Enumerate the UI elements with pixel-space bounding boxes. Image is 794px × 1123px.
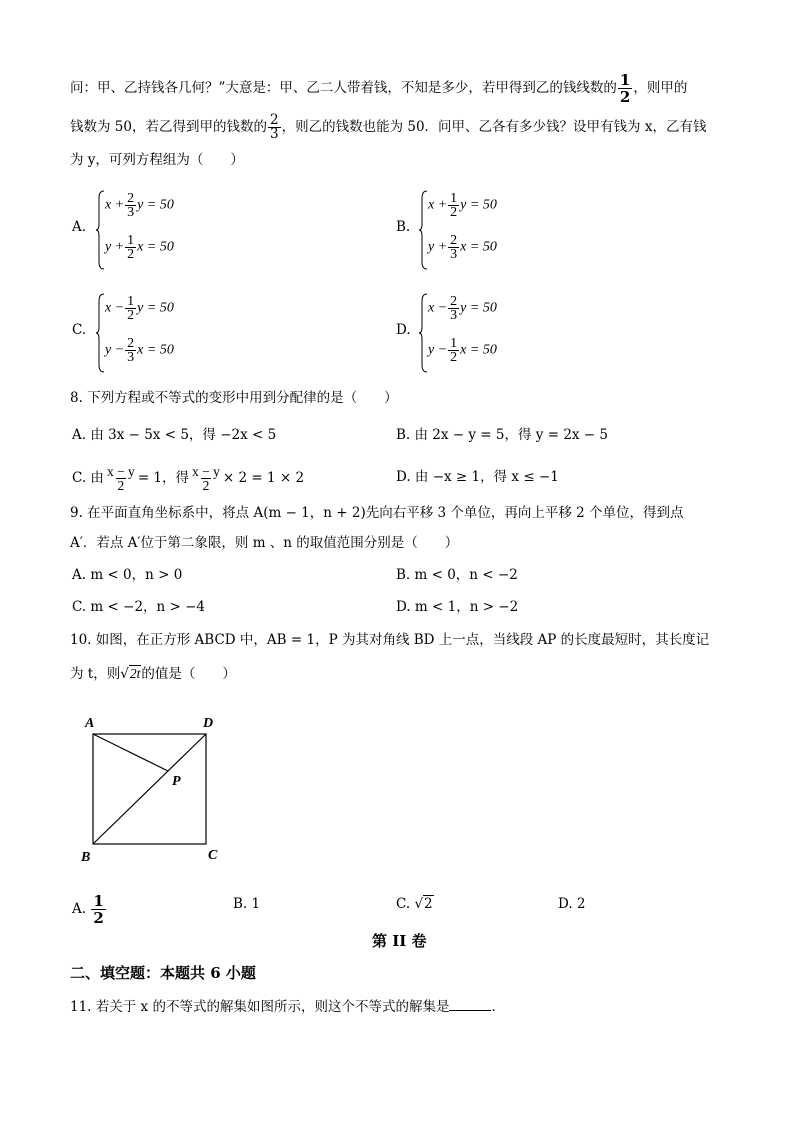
- equation-1: x − $\frac{2}{3}$ y = 50: [428, 294, 497, 323]
- fraction: $\frac{x - y}{2}$: [106, 464, 135, 493]
- fraction: $\frac{x - y}{2}$: [192, 464, 220, 493]
- brace-icon: [95, 190, 105, 270]
- diagonal-bd: [93, 734, 206, 844]
- brace-icon: [95, 293, 105, 373]
- equation-system-b: [418, 190, 618, 270]
- fraction-one-half: $\frac{1}{2}$: [93, 892, 104, 927]
- point-label-b: B: [81, 850, 91, 865]
- q8-option-d[interactable]: D. 由 −x ≥ 1，得 x ≤ −1: [396, 469, 559, 485]
- equation-1: x − $\frac{1}{2}$ y = 50: [105, 294, 174, 323]
- answer-blank[interactable]: [449, 996, 491, 1011]
- q8-option-c[interactable]: C. 由 $\frac{x - y}{2}$ = 1，得 $\frac{x - y}{2}$ × 2 = 1 × 2: [72, 464, 305, 493]
- equation-1: x + $\frac{1}{2}$ y = 50: [428, 191, 497, 220]
- equation-2: y + $\frac{1}{2}$ x = 50: [105, 233, 174, 262]
- q9-option-b[interactable]: B. m < 0，n < −2: [396, 567, 518, 583]
- q10-option-d[interactable]: D. 2: [558, 896, 586, 912]
- point-label-a: A: [85, 716, 95, 731]
- brace-icon: [418, 293, 428, 373]
- q9-option-c[interactable]: C. m < −2，n > −4: [72, 599, 206, 615]
- q10-stem-1: 10. 如图，在正方形 ABCD 中，AB = 1，P 为其对角线 BD 上一点，当线段 AP 的长度最短时，其长度记: [70, 632, 710, 648]
- q10-stem-2: 为 t，则√2t的值是（ ）: [70, 666, 236, 682]
- q9-stem-1: 9. 在平面直角坐标系中，将点 A(m − 1，n + 2)先向右平移 3 个单位，再向上平移 2 个单位，得到点: [70, 505, 684, 521]
- q10-option-b[interactable]: B. 1: [233, 896, 261, 912]
- equation-2: y − $\frac{2}{3}$ x = 50: [105, 336, 174, 365]
- q7-line-3: 为 y，可列方程组为（ ）: [70, 152, 244, 168]
- q7-line-2: 钱数为 50，若乙得到甲的钱数的 $\frac{2}{3}$ ，则乙的钱数也能为 50．问甲、乙各有多少钱？设甲有钱为 x，乙有钱: [70, 112, 707, 142]
- q11-stem: 11. 若关于 x 的不等式的解集如图所示，则这个不等式的解集是 ．: [70, 996, 505, 1017]
- square-diagram: [75, 710, 235, 870]
- segment-ap: [93, 734, 168, 771]
- q10-option-c[interactable]: C. √2: [396, 896, 433, 912]
- section-heading-fill-in: 二、填空题：本题共 6 小题: [70, 964, 256, 982]
- equation-2: y − $\frac{1}{2}$ x = 50: [428, 336, 497, 365]
- equation-system-d: [418, 293, 618, 373]
- q9-option-d[interactable]: D. m < 1，n > −2: [396, 599, 519, 615]
- part-two-title: 第 II 卷: [372, 932, 427, 950]
- fraction-one-half: $\frac{1}{2}$: [619, 71, 631, 106]
- point-label-c: C: [208, 848, 218, 863]
- q8-stem: 8. 下列方程或不等式的变形中用到分配律的是（ ）: [70, 390, 398, 406]
- q8-option-b[interactable]: B. 由 2x − y = 5，得 y = 2x − 5: [396, 427, 608, 443]
- point-label-p: P: [172, 774, 181, 789]
- fraction-two-thirds: $\frac{2}{3}$: [269, 112, 279, 142]
- q7-line-1: 问：甲、乙持钱各几何？”大意是：甲、乙二人带着钱，不知是多少，若甲得到乙的钱线数的 $\frac{1}{2}$ ，则甲的: [70, 71, 688, 106]
- sqrt-expression: √2: [414, 896, 433, 912]
- equation-2: y + $\frac{2}{3}$ x = 50: [428, 233, 497, 262]
- sqrt-expression: √2t: [120, 666, 141, 682]
- brace-icon: [418, 190, 428, 270]
- q10-option-a[interactable]: A. $\frac{1}{2}$: [72, 892, 104, 927]
- equation-system-a: [95, 190, 295, 270]
- equation-system-c: [95, 293, 295, 373]
- equation-1: x + $\frac{2}{3}$ y = 50: [105, 191, 174, 220]
- q9-stem-2: A′．若点 A′位于第二象限，则 m 、n 的取值范围分别是（ ）: [70, 535, 459, 551]
- q9-option-a[interactable]: A. m < 0，n > 0: [72, 567, 183, 583]
- point-label-d: D: [203, 716, 214, 731]
- q8-option-a[interactable]: A. 由 3x − 5x < 5，得 −2x < 5: [72, 427, 277, 443]
